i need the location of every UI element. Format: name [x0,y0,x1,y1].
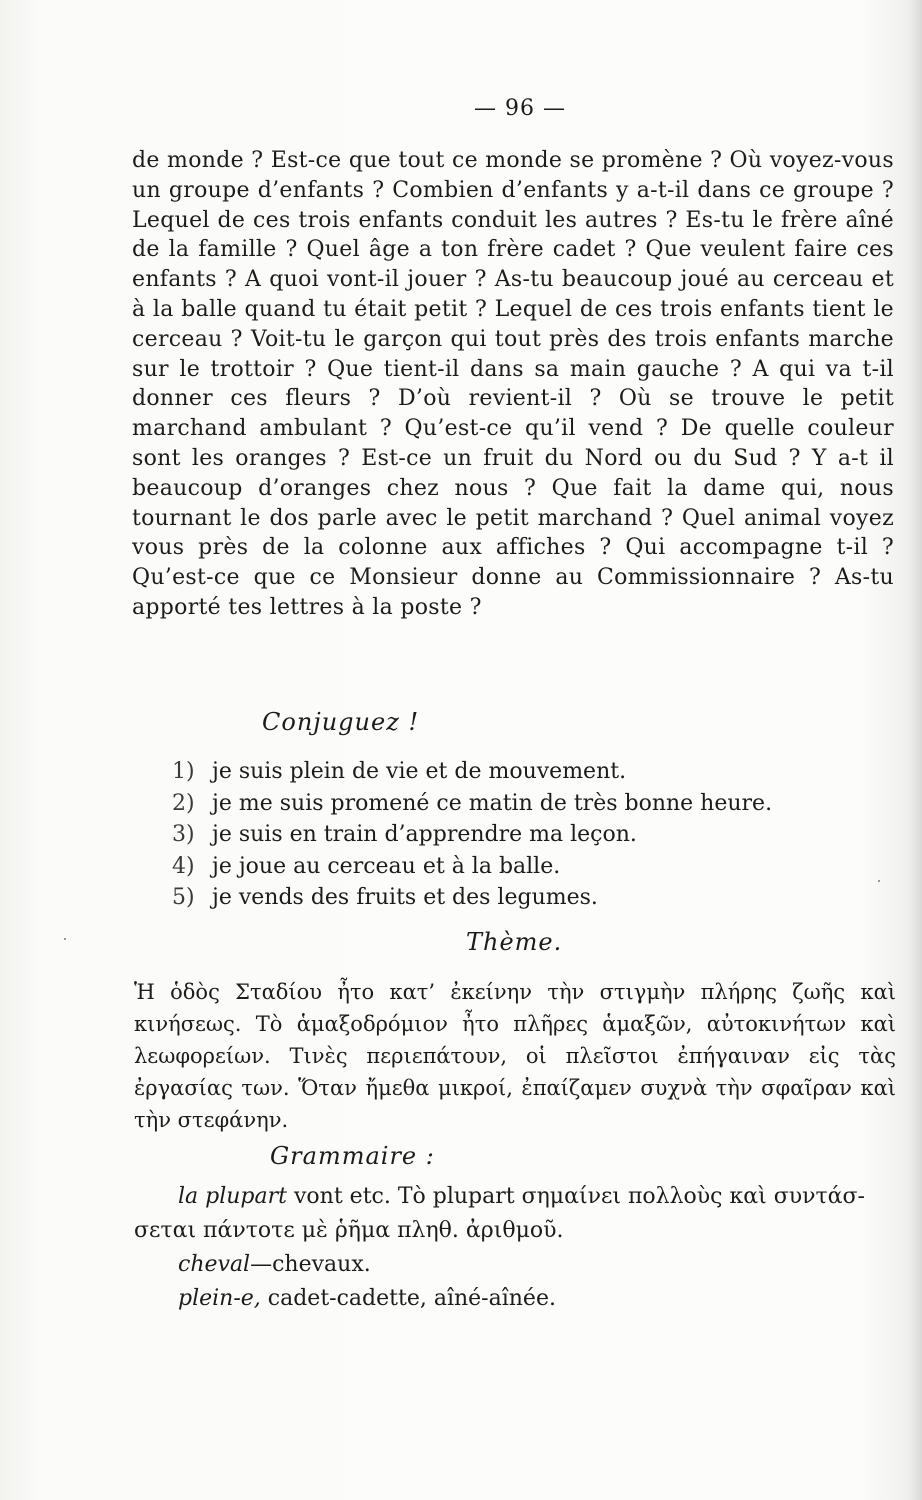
theme-greek-text: Ἡ ὁδὸς Σταδίου ἦτο κατ’ ἐκείνην τὴν στιγμὴν πλήρης ζωῆς καὶ κινήσεως. Τὸ ἁμαξοδρόμιον ἦτο πλῆρες ἁμαξῶν, αὐτοκινήτων καὶ λεωφορείων. Τινὲς περιεπάτουν, οἱ πλεῖστοι ἐπήγαιναν εἰς τὰς ἐργασίας των. Ὅταν ἤμεθα μικροί, ἐπαίζαμεν συχνὰ τὴν σφαῖραν καὶ τὴν στεφάνην. [134,980,896,1132]
list-item: 2) je me suis promené ce matin de très bonne heure. [172,790,773,816]
paper-speck [878,880,880,882]
list-item: 3) je suis en train d’apprendre ma leçon. [172,822,637,847]
grammar-line: cheval—chevaux. [178,1252,371,1277]
page-number: — 96 — [474,96,566,121]
grammar-notes [134,1180,898,1316]
theme-heading: Thème. [466,928,563,956]
grammar-heading: Grammaire : [270,1142,435,1170]
paper-speck [64,938,66,940]
grammar-line: la plupart vont etc. Τὸ plupart σημαίνει πολλοὺς καὶ συντάσ- [178,1184,865,1209]
conjugate-list [172,756,872,914]
list-item: 4) je joue au cerceau et à la balle. [172,853,561,879]
list-item: 5) je vends des fruits et des legumes. [172,885,598,910]
page-edge-shadow [908,0,922,1500]
grammar-line: plein-e, cadet-cadette, aîné-aînée. [178,1286,556,1311]
grammar-line: σεται πάντοτε μὲ ῥῆμα πληθ. ἀριθμοῦ. [134,1218,564,1243]
questions-paragraph: de monde ? Est-ce que tout ce monde se promène ? Où voyez-vous un groupe d’enfants ? Combien d’enfants y a-t-il dans ce groupe ? Lequel de ces trois enfants conduit les autres ? Es-tu le frère aîné de la famille ? Quel âge a ton frère cadet ? Que veulent faire ces enfants ? A quoi vont-il jouer ? As-tu beaucoup joué au cerceau et à la balle quand tu était petit ? Lequel de ces trois enfants tient le cerceau ? Voit-tu le garçon qui tout près des trois enfants marche sur le trottoir ? Que tient-il dans sa main gauche ? A qui va t-il donner ces fleurs ? D’où revient-il ? Où se trouve le petit marchand ambulant ? Qu’est-ce qu’il vend ? De quelle couleur sont les oranges ? Est-ce un fruit du Nord ou du Sud ? Y a-t il beaucoup d’oranges chez nous ? Que fait la dame qui, nous tournant le dos parle avec le petit marchand ? Quel animal voyez vous près de la colonne aux affiches ? Qui accompagne t-il ? Qu’est-ce que ce Monsieur donne au Commissionnaire ? As-tu apporté tes lettres à la poste ? [132,148,894,620]
list-item: 1) je suis plein de vie et de mouvement. [172,759,627,784]
conjugate-heading: Conjuguez ! [262,708,420,736]
